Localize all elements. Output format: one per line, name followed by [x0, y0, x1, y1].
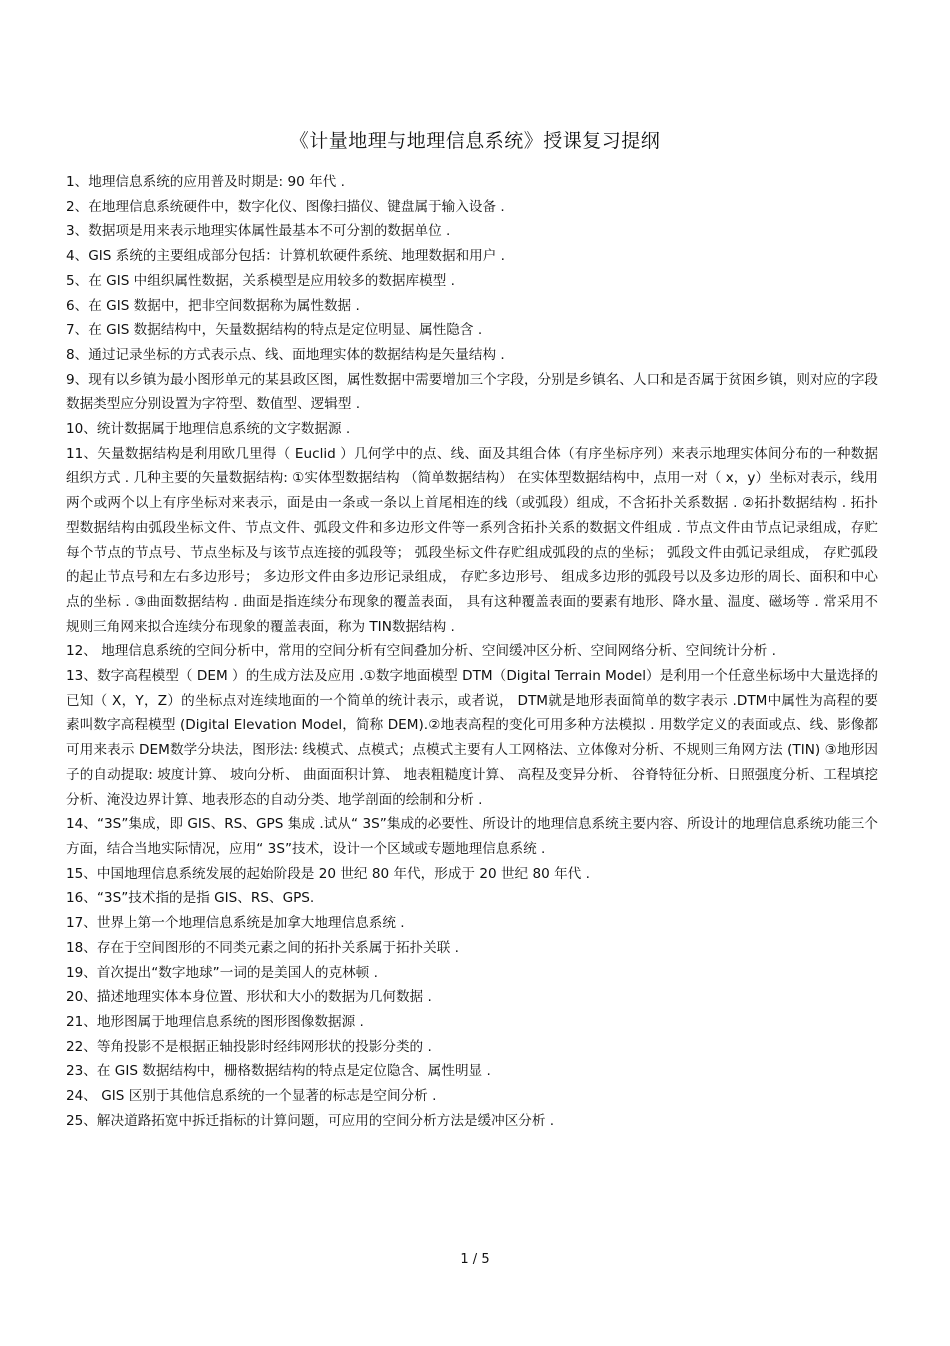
- outline-list: [66, 170, 878, 1133]
- outline-item-1: 1、地理信息系统的应用普及时期是: 90 年代 .: [66, 174, 345, 190]
- document-title: 《计量地理与地理信息系统》授课复习提纲: [289, 130, 661, 152]
- outline-item-20: 20、描述地理实体本身位置、形状和大小的数据为几何数据 .: [66, 989, 432, 1006]
- outline-item-22: 22、等角投影不是根据正轴投影时经纬网形状的投影分类的 .: [66, 1038, 432, 1055]
- outline-item-13: 13、数字高程模型（ DEM ）的生成方法及应用 .①数字地面模型 DTM（Digital Terrain Model）是利用一个任意坐标场中大量选择的已知（ X，Y，Z）的坐标点对连续地面的一个简单的统计表示，或者说， DTM就是地形表面简单的数字表示 .DTM中属性为高程的要素叫数字高程模型 (Digital Elevation Model，简称 DEM).②地表高程的变化可用多种方法模拟 . 用数学定义的表面或点、线、影像都可用来表示 DEM数学分块法，图形法: 线模式、点模式；点模式主要有人工网格法、立体像对分析、不规则三角网方法 (TIN) ③地形因子的自动提取: 坡度计算、 坡向分析、 曲面面积计算、 地表粗糙度计算、 高程及变异分析、 谷脊特征分析、日照强度分析、工程填挖分析、淹没边界计算、地表形态的自动分类、地学剖面的绘制和分析 .: [66, 668, 878, 808]
- outline-item-3: 3、数据项是用来表示地理实体属性最基本不可分割的数据单位 .: [66, 223, 451, 240]
- outline-item-12: 12、 地理信息系统的空间分析中，常用的空间分析有空间叠加分析、空间缓冲区分析、空间网络分析、空间统计分析 .: [66, 643, 776, 660]
- outline-item-10: 10、统计数据属于地理信息系统的文字数据源 .: [66, 421, 351, 438]
- outline-item-5: 5、在 GIS 中组织属性数据，关系模型是应用较多的数据库模型 .: [66, 272, 455, 289]
- outline-item-17: 17、世界上第一个地理信息系统是加拿大地理信息系统 .: [66, 915, 405, 932]
- outline-item-6: 6、在 GIS 数据中，把非空间数据称为属性数据 .: [66, 297, 360, 314]
- outline-item-15: 15、中国地理信息系统发展的起始阶段是 20 世纪 80 年代，形成于 20 世纪 80 年代 .: [66, 865, 590, 882]
- outline-item-25: 25、解决道路拓宽中拆迁指标的计算问题，可应用的空间分析方法是缓冲区分析 .: [66, 1112, 555, 1129]
- outline-item-18: 18、存在于空间图形的不同类元素之间的拓扑关系属于拓扑关联 .: [66, 939, 459, 956]
- outline-item-11: 11、矢量数据结构是利用欧几里得（ Euclid ）几何学中的点、线、面及其组合体（有序坐标序列）来表示地理实体间分布的一种数据组织方式 . 几种主要的矢量数据结构: ①实体型数据结构 （简单数据结构） 在实体型数据结构中，点用一对（ x，y）坐标对表示，线用两个或两个以上有序坐标对来表示，面是由一条或一条以上首尾相连的线（或弧段）组成，不含拓扑关系数据 . ②拓扑数据结构 . 拓扑型数据结构由弧段坐标文件、节点文件、弧段文件和多边形文件等一系列含拓扑关系的数据文件组成 . 节点文件由节点记录组成，存贮每个节点的节点号、节点坐标及与该节点连接的弧段等； 弧段坐标文件存贮组成弧段的点的坐标； 弧段文件由弧记录组成， 存贮弧段的起止节点号和左右多边形号； 多边形文件由多边形记录组成， 存贮多边形号、 组成多边形的弧段号以及多边形的周长、面积和中心点的坐标 . ③曲面数据结构 . 曲面是指连续分布现象的覆盖表面， 具有这种覆盖表面的要素有地形、降水量、温度、磁场等 . 常采用不规则三角网来拟合连续分布现象的覆盖表面，称为 TIN数据结构 .: [66, 445, 878, 635]
- outline-item-19: 19、首次提出“数字地球”一词的是美国人的克林顿 .: [66, 964, 378, 981]
- outline-item-9: 9、现有以乡镇为最小图形单元的某县政区图，属性数据中需要增加三个字段，分别是乡镇名、人口和是否属于贫困乡镇，则对应的字段数据类型应分别设置为字符型、数值型、逻辑型 .: [66, 371, 878, 413]
- outline-item-2: 2、在地理信息系统硬件中，数字化仪、图像扫描仪、键盘属于输入设备 .: [66, 198, 505, 215]
- outline-item-16: 16、“3S”技术指的是指 GIS、RS、GPS.: [66, 890, 315, 907]
- outline-item-14: 14、“3S”集成，即 GIS、RS、GPS 集成 .试从“ 3S”集成的必要性、所设计的地理信息系统主要内容、所设计的地理信息系统功能三个方面，结合当地实际情况，应用“ 3S”技术，设计一个区域或专题地理信息系统 .: [66, 816, 878, 857]
- outline-item-4: 4、GIS 系统的主要组成部分包括：计算机软硬件系统、地理数据和用户 .: [66, 248, 506, 265]
- outline-item-8: 8、通过记录坐标的方式表示点、线、面地理实体的数据结构是矢量结构 .: [66, 346, 505, 363]
- outline-item-7: 7、在 GIS 数据结构中，矢量数据结构的特点是定位明显、属性隐含 .: [66, 322, 483, 339]
- outline-item-21: 21、地形图属于地理信息系统的图形图像数据源 .: [66, 1013, 364, 1030]
- outline-item-23: 23、在 GIS 数据结构中，栅格数据结构的特点是定位隐含、属性明显 .: [66, 1063, 491, 1080]
- page-number: 1 / 5: [460, 1252, 490, 1267]
- outline-item-24: 24、 GIS 区别于其他信息系统的一个显著的标志是空间分析 .: [66, 1088, 437, 1105]
